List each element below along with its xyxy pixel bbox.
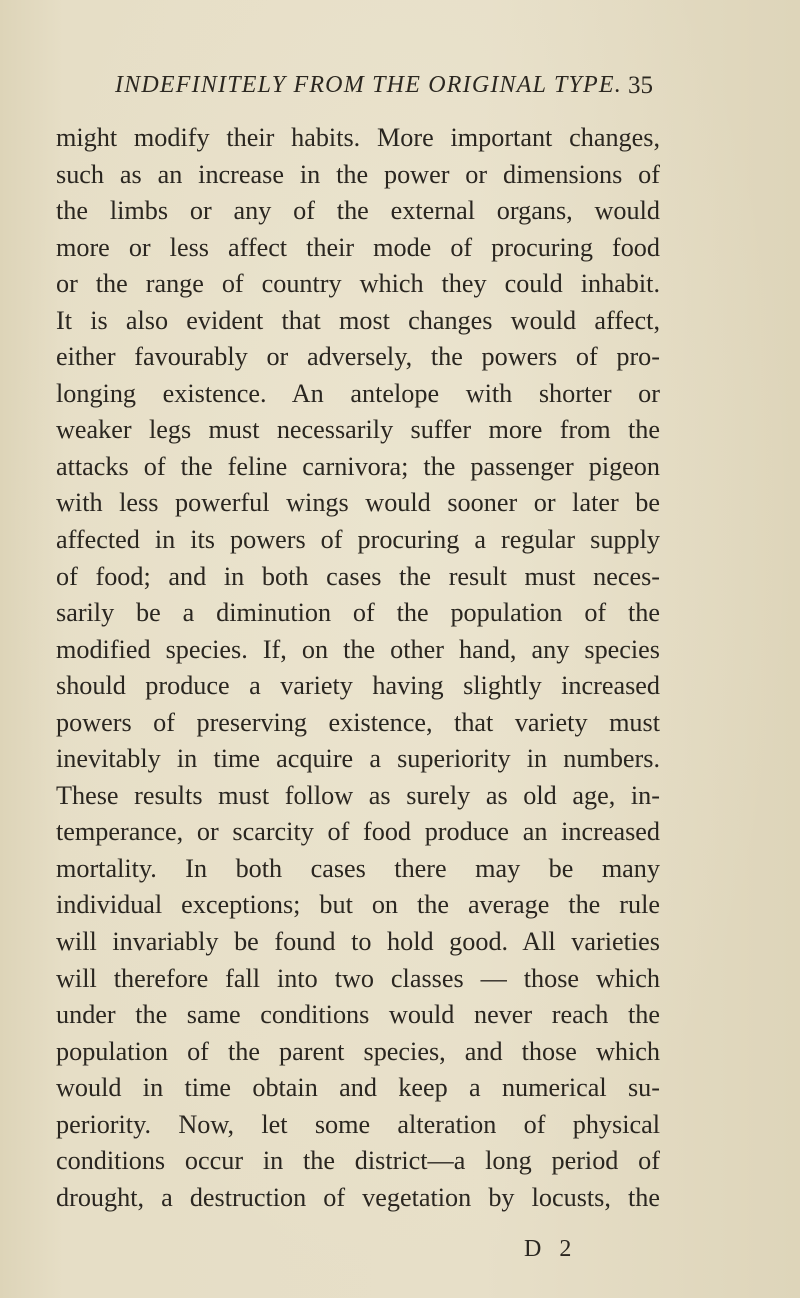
text-line: sarily be a diminution of the population of the [56, 598, 660, 628]
text-line: These results must follow as surely as old age, in- [56, 780, 660, 810]
text-line: should produce a variety having slightly increased [56, 671, 660, 701]
text-line: with less powerful wings would sooner or later be [56, 488, 660, 518]
text-line: drought, a destruction of vegetation by locusts, the [56, 1182, 660, 1212]
body-text [56, 120, 660, 1216]
text-line: population of the parent species, and those which [56, 1036, 660, 1066]
text-line: individual exceptions; but on the average the rule [56, 890, 660, 920]
text-line: affected in its powers of procuring a regular supply [56, 525, 660, 555]
text-line: periority. Now, let some alteration of physical [56, 1109, 660, 1139]
text-line: or the range of country which they could inhabit. [56, 269, 660, 299]
text-line: either favourably or adversely, the powers of pro- [56, 342, 660, 372]
text-line: would in time obtain and keep a numerical su- [56, 1073, 660, 1103]
text-line: might modify their habits. More important changes, [56, 123, 660, 152]
text-line: powers of preserving existence, that variety must [56, 707, 660, 737]
page-number: 35 [628, 72, 653, 99]
running-head-title: INDEFINITELY FROM THE ORIGINAL TYPE. [115, 72, 622, 98]
text-line: temperance, or scarcity of food produce an increased [56, 817, 660, 847]
text-line: longing existence. An antelope with shorter or [56, 378, 660, 408]
text-line: modified species. If, on the other hand, any species [56, 634, 660, 664]
text-line: conditions occur in the district—a long period of [56, 1146, 660, 1176]
text-line: such as an increase in the power or dimensions of [56, 159, 660, 189]
signature-mark: D 2 [524, 1236, 578, 1262]
running-head [0, 72, 800, 108]
text-line: the limbs or any of the external organs, would [56, 196, 660, 226]
text-line: of food; and in both cases the result must neces- [56, 561, 660, 591]
text-line: more or less affect their mode of procuring food [56, 232, 660, 262]
text-line: under the same conditions would never reach the [56, 1000, 660, 1030]
text-line: inevitably in time acquire a superiority in numbers. [56, 744, 660, 774]
text-line: weaker legs must necessarily suffer more from the [56, 415, 660, 445]
text-line: mortality. In both cases there may be many [56, 853, 660, 883]
text-line: will invariably be found to hold good. All varieties [56, 927, 660, 957]
text-line: It is also evident that most changes would affect, [56, 305, 660, 335]
text-line: will therefore fall into two classes — those which [56, 963, 660, 993]
text-line: attacks of the feline carnivora; the passenger pigeon [56, 451, 660, 481]
